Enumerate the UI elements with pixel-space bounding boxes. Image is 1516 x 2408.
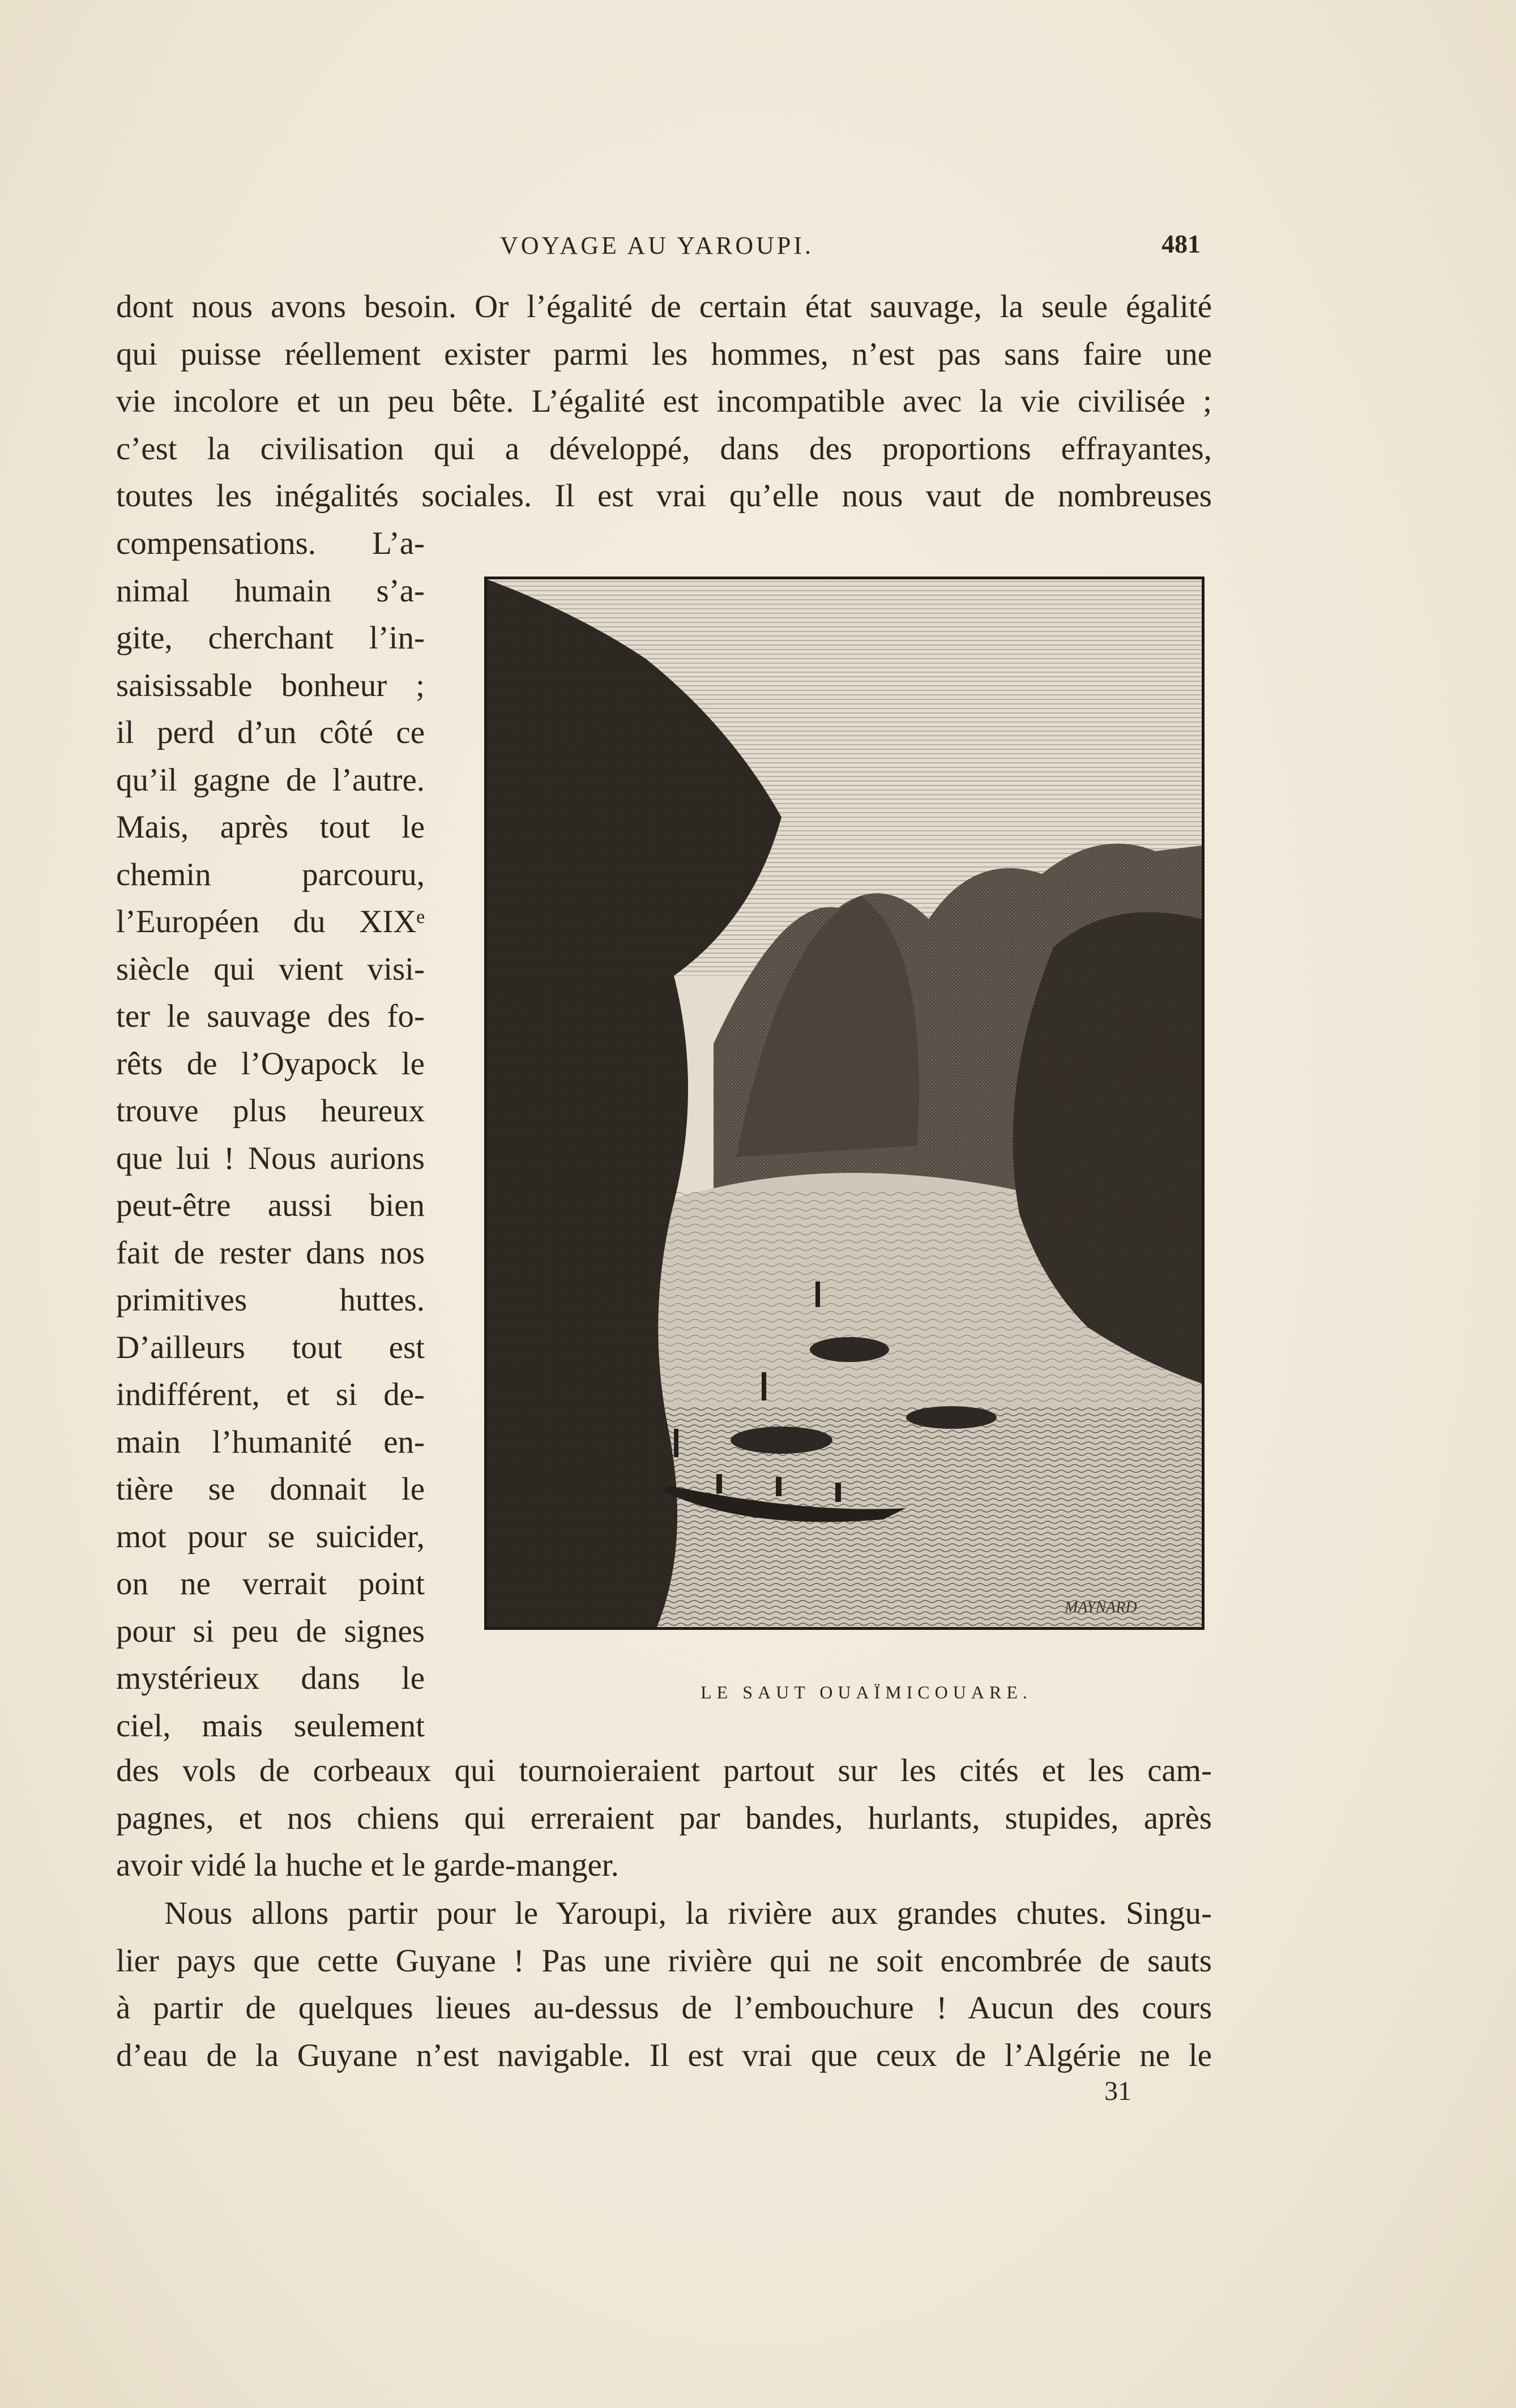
text-line: qui puisse réellement exister parmi les hommes, n’est pas sans faire une	[116, 336, 1212, 372]
text-line: vie incolore et un peu bête. L’égalité est incompatible avec la vie civilisée ;	[116, 383, 1212, 419]
page-header	[113, 227, 1201, 266]
text-line: trouve plus heureux	[116, 1093, 425, 1129]
text-line: ter le sauvage des fo-	[116, 998, 425, 1034]
text-line: que lui ! Nous aurions	[116, 1140, 425, 1176]
text-line: pagnes, et nos chiens qui erreraient par bandes, hurlants, stupides, après	[116, 1800, 1212, 1836]
text-line: il perd d’un côté ce	[116, 715, 425, 750]
text-line: à partir de quelques lieues au-dessus de l’embouchure ! Aucun des cours	[116, 1990, 1212, 2026]
text-line: Nous allons partir pour le Yaroupi, la rivière aux grandes chutes. Singu-	[164, 1895, 1212, 1931]
text-line: fait de rester dans nos	[116, 1235, 425, 1271]
text-line: qu’il gagne de l’autre.	[116, 762, 425, 798]
figure-caption: LE SAUT OUAÏMICOUARE.	[701, 1682, 1032, 1702]
text-line: Mais, après tout le	[116, 809, 425, 845]
paragraph-1-top	[116, 283, 1212, 520]
text-line: pour si peu de signes	[116, 1613, 425, 1649]
text-line: peut-être aussi bien	[116, 1188, 425, 1223]
text-line: rêts de l’Oyapock le	[116, 1045, 425, 1082]
paragraph-1-bottom	[116, 1747, 1212, 1889]
text-line: on ne verrait point	[116, 1566, 425, 1602]
text-line: ciel, mais seulement	[116, 1707, 425, 1744]
text-line: tière se donnait le	[116, 1471, 425, 1507]
text-line: siècle qui vient visi-	[116, 951, 425, 987]
text-line: D’ailleurs tout est	[116, 1329, 425, 1365]
text-line: saisissable bonheur ;	[116, 667, 425, 703]
text-line: toutes les inégalités sociales. Il est vrai qu’elle nous vaut de nombreuses	[116, 478, 1212, 514]
engraving-illustration	[484, 577, 1205, 1630]
text-line: compensations. L’a-	[116, 526, 425, 561]
paragraph-1-wrapped	[116, 520, 425, 1749]
waterfall-engraving	[487, 579, 1202, 1627]
text-line: c’est la civilisation qui a développé, dans des proportions effrayantes,	[116, 430, 1212, 467]
signature-mark: 31	[1104, 2076, 1131, 2106]
text-line: indifférent, et si de-	[116, 1377, 425, 1412]
text-line: dont nous avons besoin. Or l’égalité de certain état sauvage, la seule égalité	[116, 289, 1212, 325]
text-line: chemin parcouru,	[116, 856, 425, 893]
text-line: main l’humanité en-	[116, 1424, 425, 1460]
text-line: des vols de corbeaux qui tournoieraient partout sur les cités et les cam-	[116, 1753, 1212, 1788]
text-line: lier pays que cette Guyane ! Pas une rivière qui ne soit encombrée de sauts	[116, 1942, 1212, 1979]
page-number: 481	[1161, 229, 1201, 258]
text-line: avoir vidé la huche et le garde-manger.	[116, 1847, 619, 1883]
text-line: l’Européen du XIXᵉ	[116, 904, 425, 940]
text-line: primitives huttes.	[116, 1282, 425, 1318]
engraver-signature: MAYNARD	[1065, 1599, 1137, 1616]
text-line: mystérieux dans le	[116, 1660, 425, 1696]
text-line: d’eau de la Guyane n’est navigable. Il est vrai que ceux de l’Algérie ne le	[116, 2037, 1212, 2073]
text-line: gite, cherchant l’in-	[116, 620, 425, 656]
text-line: mot pour se suicider,	[116, 1518, 425, 1555]
text-line: nimal humain s’a-	[116, 573, 425, 609]
paragraph-2	[116, 1890, 1212, 2079]
running-title: VOYAGE AU YAROUPI.	[499, 232, 814, 259]
